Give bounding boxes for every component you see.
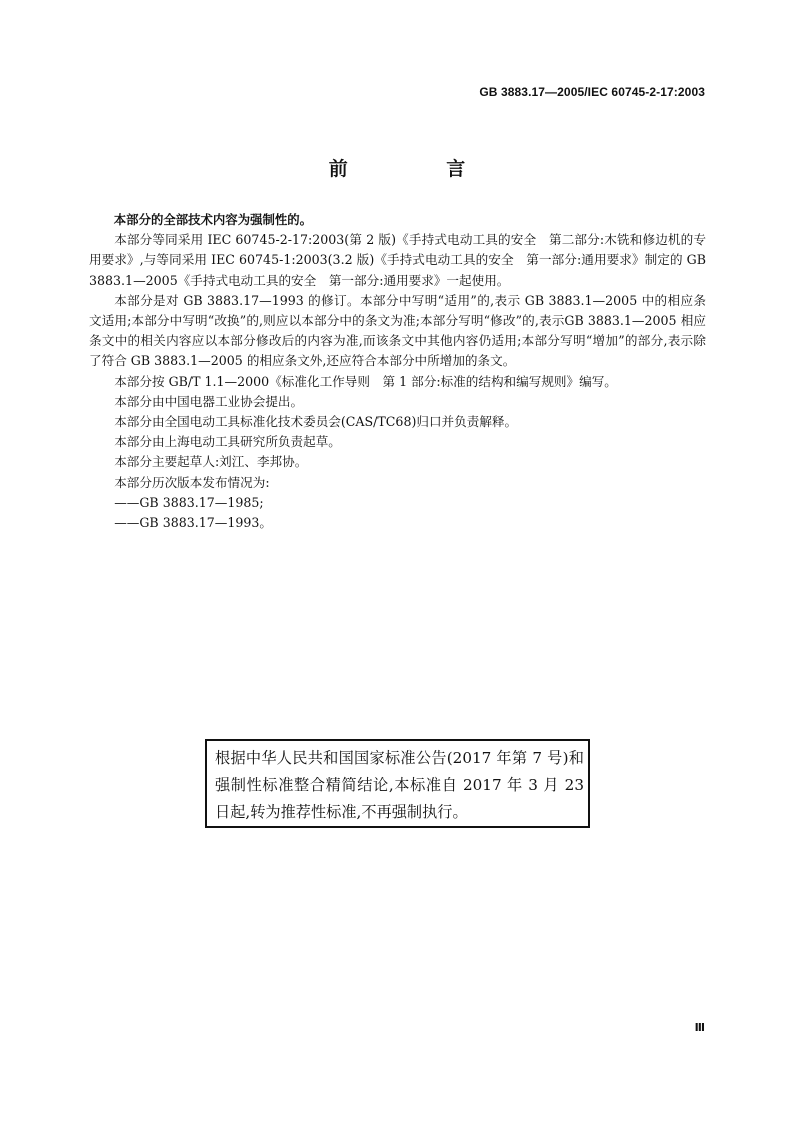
paragraph-drafting-rules: 本部分按 GB/T 1.1—2000《标准化工作导则 第 1 部分:标准的结构和编写规则》编写。	[114, 373, 617, 389]
paragraph-proposer: 本部分由中国电器工业协会提出。	[114, 393, 304, 409]
page-title: 前 言	[328, 158, 512, 180]
history-item: ——GB 3883.17—1993。	[114, 515, 273, 531]
paragraph-revision: 本部分是对 GB 3883.17—1993 的修订。本部分中写明“适用”的,表示 GB 3883.1—2005 中的相应条文适用;本部分中写明“改换”的,则应以本部分中的条文为准;本部分写明“修改”的,表示GB 3883.1—2005 相应条文中的相关内容应以本部分修改后的内容为准,而该条文中其他内容仍适用;本部分写明“增加”的部分,表示除了符合 GB 3883.1—2005 的相应条文外,还应符合本部分中所增加的条文。	[89, 292, 706, 369]
status-notice-box: 根据中华人民共和国国家标准公告(2017 年第 7 号)和强制性标准整合精简结论,本标准自 2017 年 3 月 23 日起,转为推荐性标准,不再强制执行。	[205, 739, 590, 828]
paragraph-committee: 本部分由全国电动工具标准化技术委员会(CAS/TC68)归口并负责解释。	[114, 414, 518, 430]
page-number: Ⅲ	[694, 1021, 705, 1034]
paragraph-drafters: 本部分主要起草人:刘江、李邦协。	[114, 454, 308, 470]
standard-code: GB 3883.17—2005/IEC 60745-2-17:2003	[479, 85, 705, 99]
paragraph-drafting-org: 本部分由上海电动工具研究所负责起草。	[114, 434, 341, 450]
paragraph-history-intro: 本部分历次版本发布情况为:	[114, 474, 270, 490]
mandatory-statement: 本部分的全部技术内容为强制性的。	[113, 212, 313, 227]
history-item: ——GB 3883.17—1985;	[114, 494, 264, 510]
paragraph-adoption: 本部分等同采用 IEC 60745-2-17:2003(第 2 版)《手持式电动工具的安全 第二部分:木铣和修边机的专用要求》,与等同采用 IEC 60745-1:2003(3.2 版)《手持式电动工具的安全 第一部分:通用要求》制定的 GB 3883.1—2005《手持式电动工具的安全 第一部分:通用要求》一起使用。	[89, 232, 706, 288]
foreword-body	[89, 210, 706, 533]
